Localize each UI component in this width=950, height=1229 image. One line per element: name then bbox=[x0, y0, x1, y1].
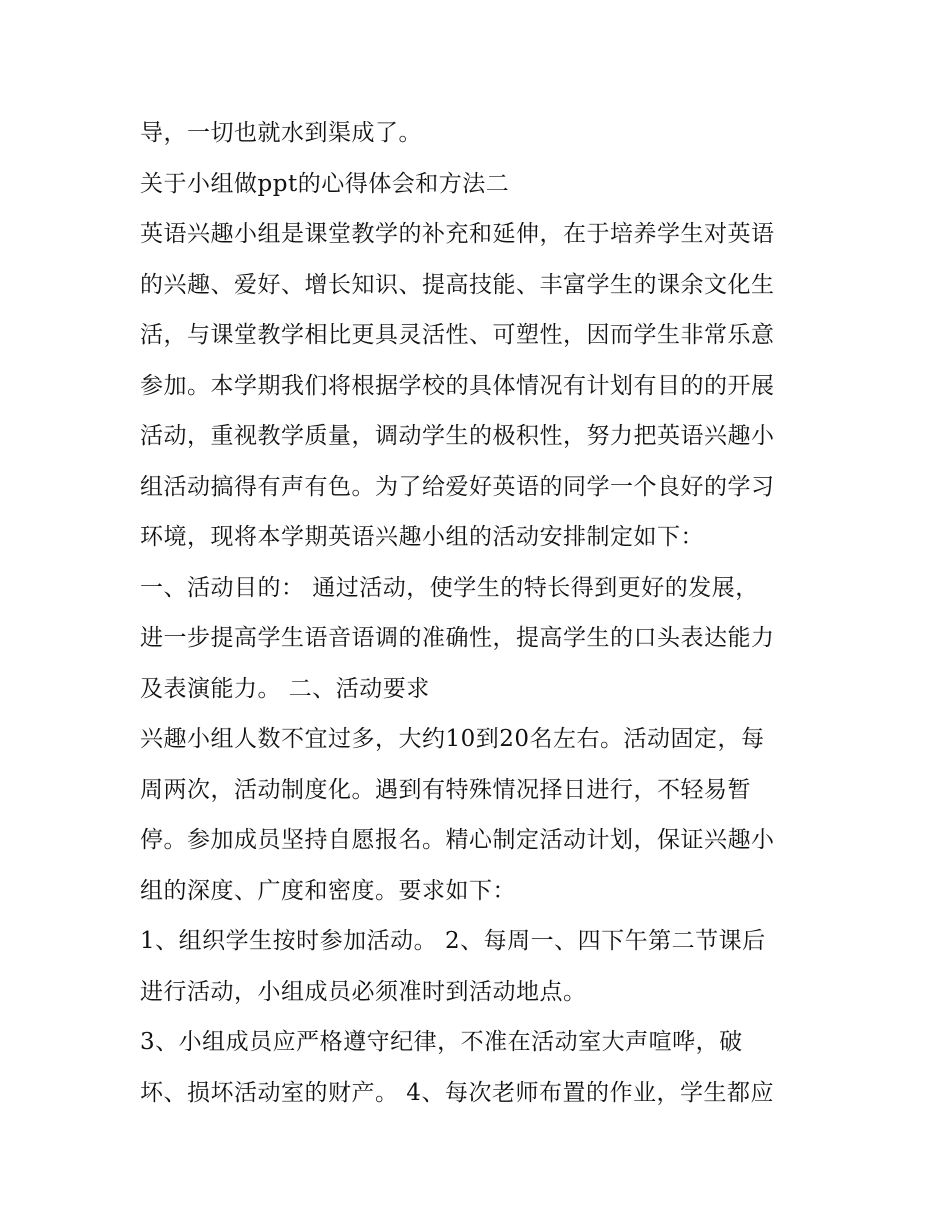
text-line: 进一步提高学生语音语调的准确性，提高学生的口头表达能力 bbox=[140, 625, 775, 651]
section-heading: 关于小组做ppt的心得体会和方法二 bbox=[140, 170, 510, 197]
text-line: 导，一切也就水到渠成了。 bbox=[140, 120, 422, 146]
text-line: 进行活动，小组成员必须准时到活动地点。 bbox=[140, 978, 587, 1005]
text-line: 参加。本学期我们将根据学校的具体情况有计划有目的的开展 bbox=[140, 372, 775, 399]
text-line: 坏、损坏活动室的财产。 4、每次老师布置的作业，学生都应 bbox=[140, 1079, 774, 1106]
text-line: 英语兴趣小组是课堂教学的补充和延伸，在于培养学生对英语 bbox=[140, 221, 775, 247]
text-line: 及表演能力。 二、活动要求 bbox=[140, 675, 430, 702]
text-line: 组的深度、广度和密度。要求如下： bbox=[140, 877, 516, 904]
text-line: 环境，现将本学期英语兴趣小组的活动安排制定如下： bbox=[140, 524, 704, 550]
text-line: 一、活动目的： 通过活动，使学生的特长得到更好的发展， bbox=[140, 574, 759, 601]
text-line: 3、小组成员应严格遵守纪律，不准在活动室大声喧哗，破 bbox=[140, 1029, 743, 1055]
text-line: 组活动搞得有声有色。为了给爱好英语的同学一个良好的学习 bbox=[140, 473, 775, 500]
text-line: 活，与课堂教学相比更具灵活性、可塑性，因而学生非常乐意 bbox=[140, 322, 775, 348]
body-text bbox=[140, 108, 820, 1118]
text-line: 周两次，活动制度化。遇到有特殊情况择日进行，不轻易暂 bbox=[140, 776, 751, 803]
text-line: 兴趣小组人数不宜过多，大约10到20名左右。活动固定，每 bbox=[140, 726, 765, 752]
text-line: 1、组织学生按时参加活动。 2、每周一、四下午第二节课后 bbox=[140, 928, 766, 954]
text-line: 停。参加成员坚持自愿报名。精心制定活动计划，保证兴趣小 bbox=[140, 827, 775, 853]
text-line: 活动，重视教学质量，调动学生的极积性，努力把英语兴趣小 bbox=[140, 423, 775, 449]
text-line: 的兴趣、爱好、增长知识、提高技能、丰富学生的课余文化生 bbox=[140, 271, 775, 298]
